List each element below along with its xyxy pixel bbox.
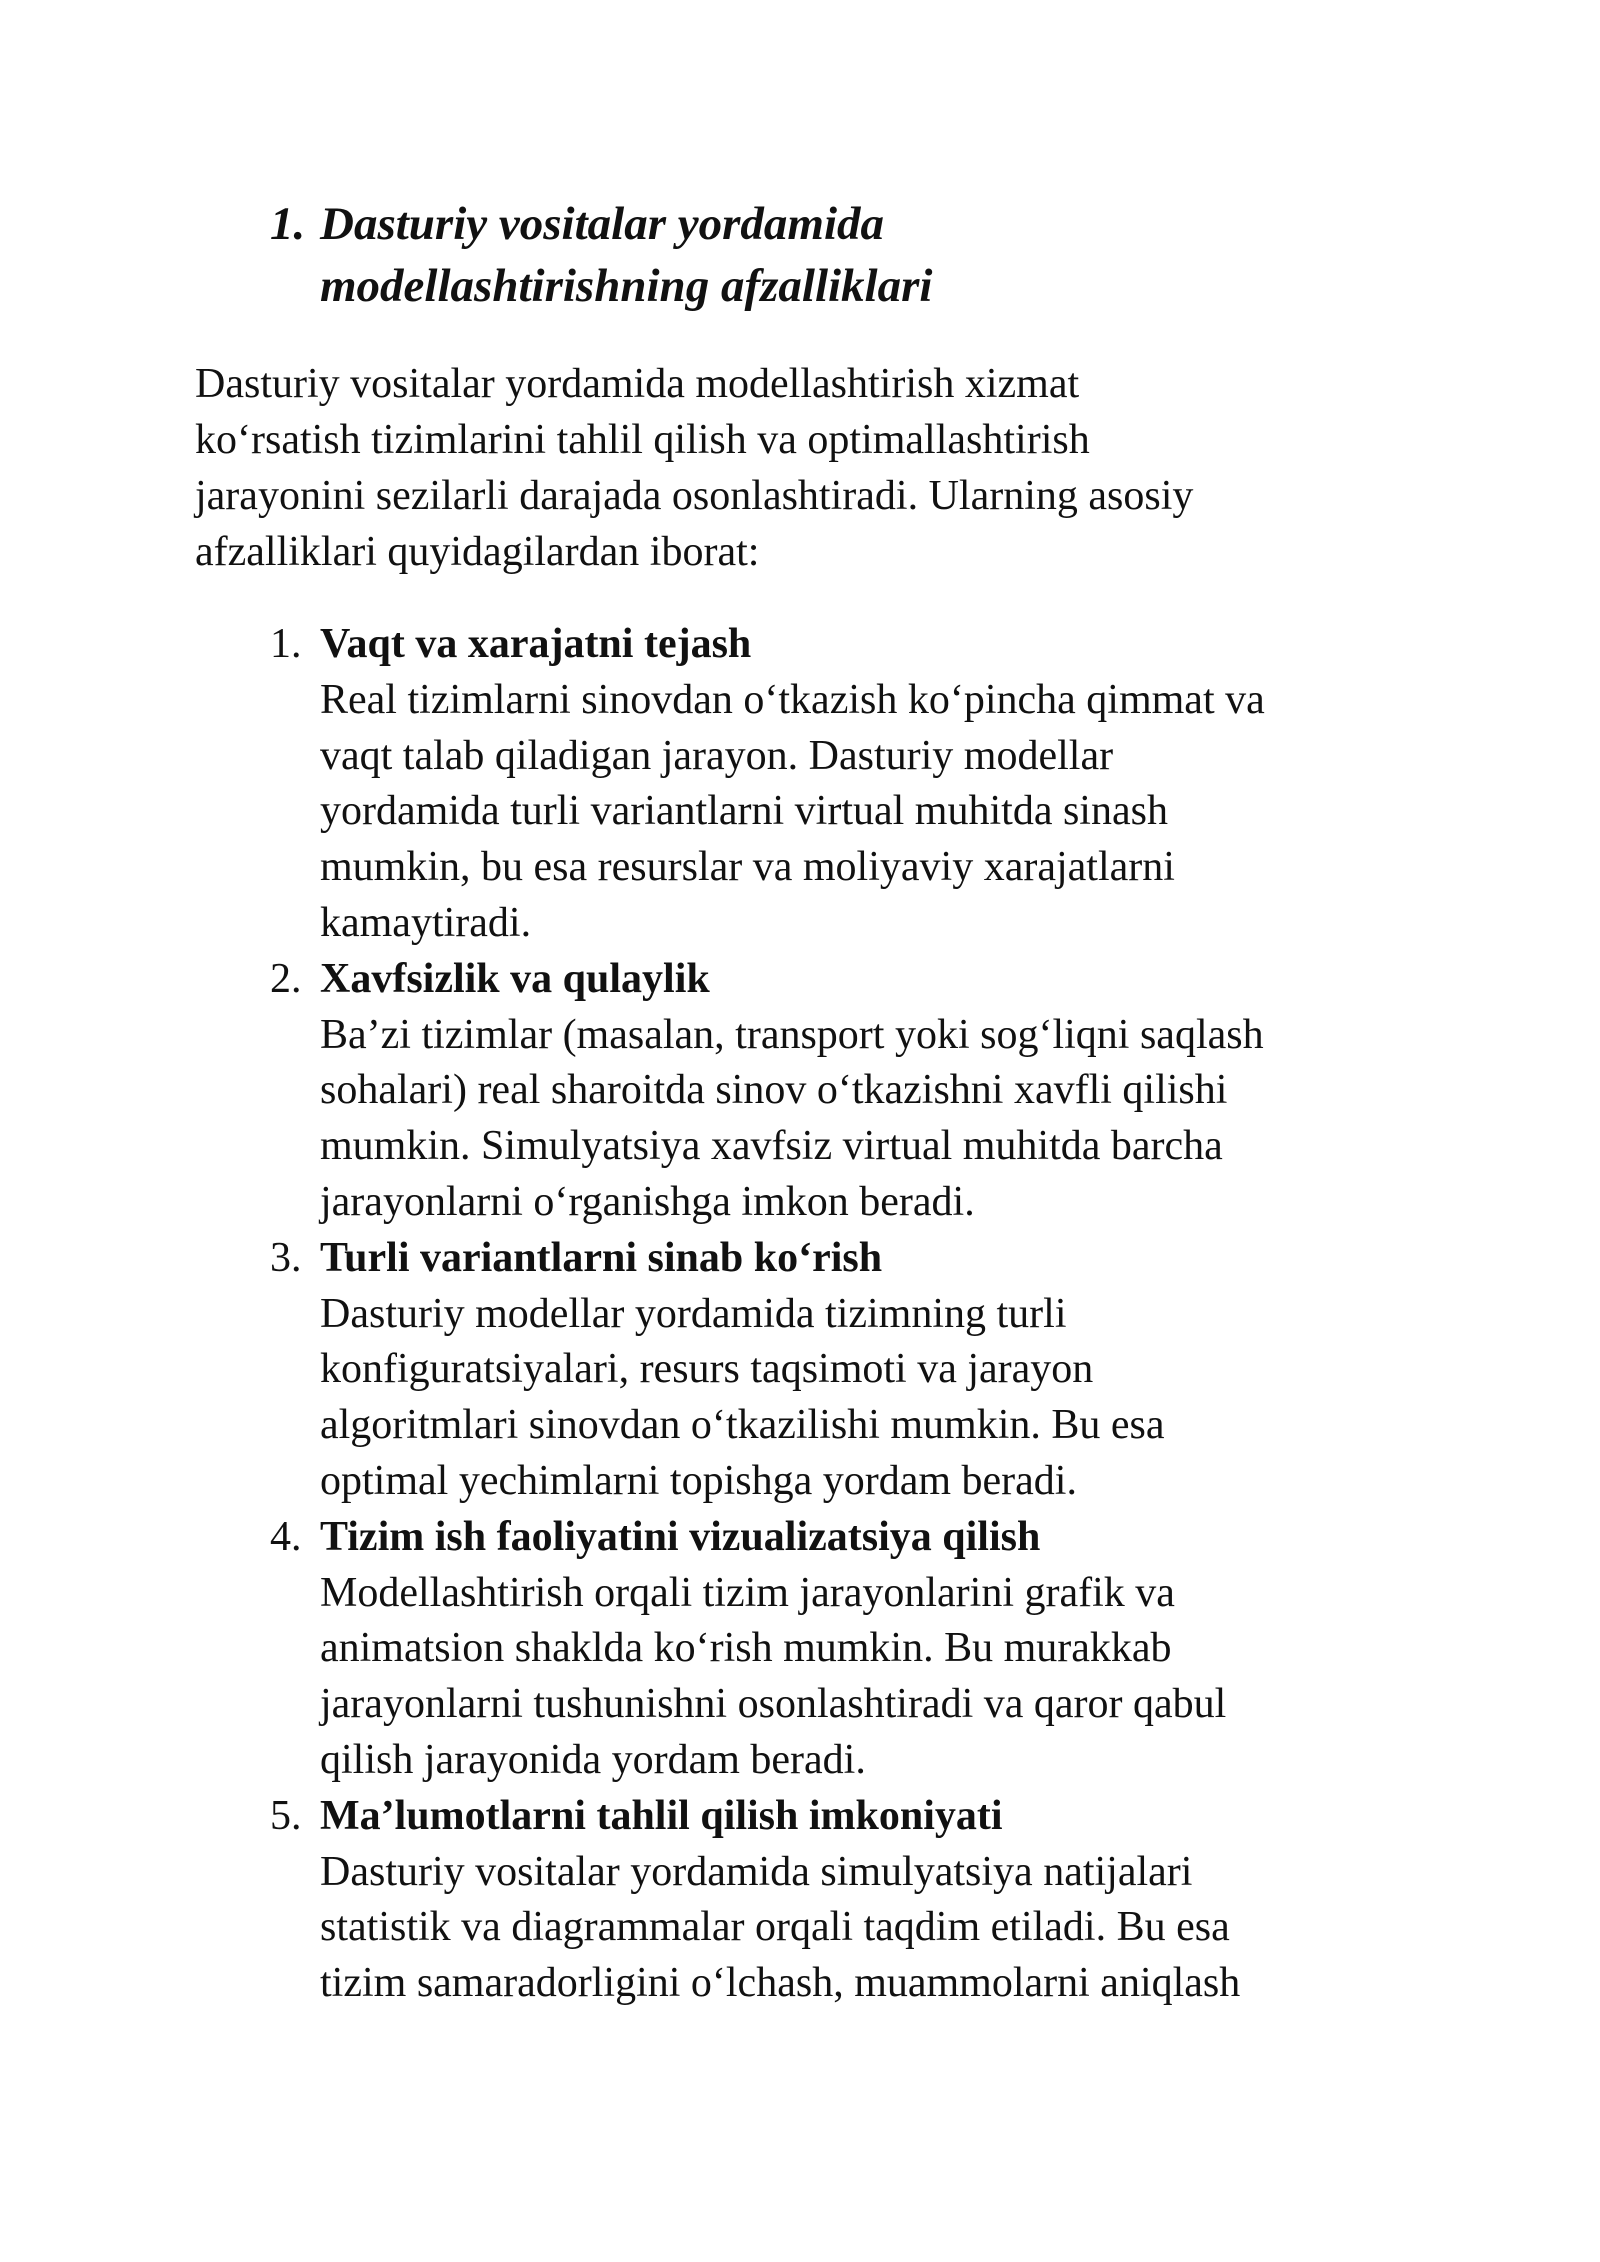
list-item-line: Dasturiy vositalar yordamida simulyatsiya natijalari (320, 1848, 1193, 1895)
intro-line: afzalliklari quyidagilardan iborat: (195, 529, 760, 575)
list-item-title: Vaqt va xarajatni tejash (320, 621, 752, 667)
list-item-title: Turli variantlarni sinab ko‘rish (320, 1234, 883, 1281)
heading-line: modellashtirishning afzalliklari (320, 260, 933, 312)
list-item-body (320, 617, 1440, 952)
list-item (270, 952, 1440, 1231)
list-item-line: mumkin. Simulyatsiya xavfsiz virtual muhitda barcha (320, 1123, 1223, 1170)
list-item (270, 617, 1440, 952)
heading-title (320, 193, 1080, 317)
list-item-line: Ba’zi tizimlar (masalan, transport yoki sog‘liqni saqlash (320, 1011, 1264, 1058)
list-item-number: 3. (270, 1234, 302, 1281)
list-item-line: optimal yechimlarni topishga yordam beradi. (320, 1457, 1077, 1504)
list-item (270, 1789, 1440, 2012)
list-item-number: 2. (270, 955, 302, 1002)
intro-line: jarayonini sezilarli darajada osonlashtiradi. Ularning asosiy (195, 473, 1194, 519)
list-item-line: jarayonlarni tushunishni osonlashtiradi va qaror qabul (320, 1681, 1227, 1728)
list-item (270, 1231, 1440, 1510)
advantages-list (270, 617, 1440, 2012)
list-item-title: Tizim ish faoliyatini vizualizatsiya qilish (320, 1513, 1041, 1560)
list-item-line: Dasturiy modellar yordamida tizimning turli (320, 1290, 1067, 1337)
list-item-line: Real tizimlarni sinovdan o‘tkazish ko‘pincha qimmat va (320, 676, 1265, 723)
list-item-body (320, 1789, 1440, 2012)
list-item-body (320, 1510, 1440, 1789)
list-item-line: Modellashtirish orqali tizim jarayonlarini grafik va (320, 1569, 1175, 1616)
list-item-line: animatsion shaklda ko‘rish mumkin. Bu murakkab (320, 1625, 1172, 1672)
list-item-number: 1. (270, 621, 302, 667)
list-item-title: Ma’lumotlarni tahlil qilish imkoniyati (320, 1792, 1003, 1839)
list-item-body (320, 1231, 1440, 1510)
list-item-line: tizim samaradorligini o‘lchash, muammolarni aniqlash (320, 1960, 1241, 2007)
intro-line: ko‘rsatish tizimlarini tahlil qilish va optimallashtirish (195, 417, 1090, 463)
list-item-line: qilish jarayonida yordam beradi. (320, 1736, 866, 1783)
heading-number: 1. (270, 198, 306, 250)
list-item-number: 5. (270, 1792, 302, 1839)
section-heading (270, 193, 1370, 317)
list-item-line: yordamida turli variantlarni virtual muhitda sinash (320, 788, 1168, 835)
list-item-line: sohalari) real sharoitda sinov o‘tkazishni xavfli qilishi (320, 1067, 1228, 1114)
heading-line: Dasturiy vositalar yordamida (320, 198, 885, 250)
list-item-line: konfiguratsiyalari, resurs taqsimoti va jarayon (320, 1346, 1094, 1393)
list-item-line: kamaytiradi. (320, 899, 532, 946)
intro-paragraph (195, 356, 1385, 580)
list-item-line: statistik va diagrammalar orqali taqdim etiladi. Bu esa (320, 1904, 1230, 1951)
list-item-line: vaqt talab qiladigan jarayon. Dasturiy modellar (320, 732, 1114, 779)
list-item-line: algoritmlari sinovdan o‘tkazilishi mumkin. Bu esa (320, 1402, 1165, 1449)
intro-line: Dasturiy vositalar yordamida modellashtirish xizmat (195, 361, 1080, 407)
list-item-number: 4. (270, 1513, 302, 1560)
list-item (270, 1510, 1440, 1789)
list-item-title: Xavfsizlik va qulaylik (320, 955, 710, 1002)
list-item-line: jarayonlarni o‘rganishga imkon beradi. (320, 1178, 975, 1225)
list-item-body (320, 952, 1440, 1231)
list-item-line: mumkin, bu esa resurslar va moliyaviy xarajatlarni (320, 844, 1175, 891)
